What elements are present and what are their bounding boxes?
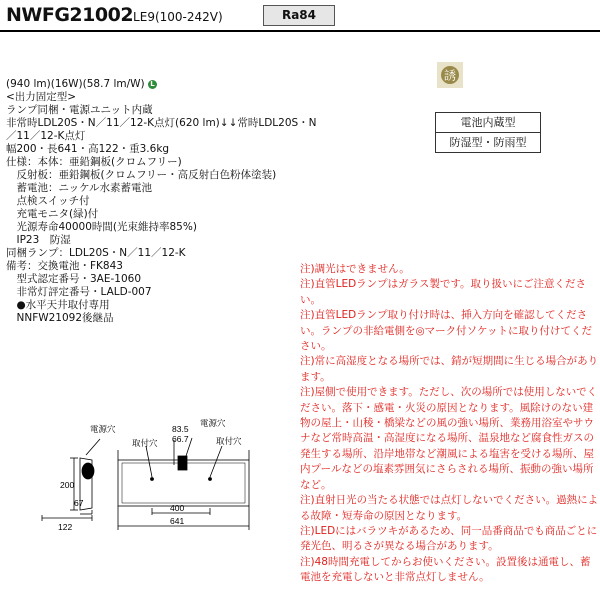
label-power-hole-left: 電源穴	[90, 424, 116, 434]
spec-line: ／11／12-K点灯	[6, 130, 86, 142]
spec-line: 反射板：亜鉛鋼板(クロムフリー・高反射白色粉体塗装)	[6, 169, 277, 181]
spec-line: 型式認定番号・3AE-1060	[6, 273, 142, 285]
badge-waterproof: 防湿型・防雨型	[436, 132, 540, 152]
power-hole-block	[178, 456, 187, 470]
dim-67: 67	[74, 498, 84, 508]
spec-line: 幅200・長641・高122・重3.6kg	[6, 143, 170, 155]
dim-83-5: 83.5	[172, 424, 189, 434]
guidance-light-icon	[437, 62, 463, 88]
spec-line: 同梱ランプ：LDL20S・N／11／12-K	[6, 247, 186, 259]
spec-line: 非常灯評定番号・LALD-007	[6, 286, 152, 298]
note-item: 注)LEDにはバラツキがあるため、同一品番商品でも商品ごとに発光色、明るさが異なる場合があります。	[300, 524, 598, 553]
model-suffix: LE9(100-242V)	[133, 10, 223, 24]
feature-badge	[435, 112, 541, 153]
side-view-knob	[82, 463, 94, 479]
spec-line: <出力固定型>	[6, 91, 77, 103]
efficiency-mark-icon: L	[148, 80, 157, 89]
dim-122: 122	[58, 522, 73, 532]
spec-line: 蓄電池：ニッケル水素蓄電池	[6, 182, 153, 194]
guidance-light-label: 誘	[443, 68, 457, 83]
spec-line: 点検スイッチ付	[6, 195, 90, 207]
header-rule	[0, 30, 600, 32]
performance-text: (940 lm)(16W)(58.7 lm/W)	[6, 78, 145, 90]
note-item: 注)48時間充電してからお使いください。設置後は通電し、蓄電池を充電しないと非常点灯しません。	[300, 555, 591, 584]
note-item: 注)直管LEDランプ取り付け時は、挿入方向を確認してください。ランプの非給電側を◎マーク付ソケットに取り付けてください。	[300, 309, 593, 353]
notes-block	[300, 262, 600, 586]
dim-66-7: 66.7	[172, 434, 189, 444]
spec-performance	[6, 78, 157, 91]
note-item: 注)直射日光の当たる状態では点灯しないでください。過熱による故障・短寿命の原因となります。	[300, 494, 599, 522]
badge-battery: 電池内蔵型	[460, 116, 516, 129]
dimension-drawing	[0, 410, 300, 540]
model-number	[6, 4, 223, 26]
dim-400: 400	[170, 503, 185, 513]
note-item: 注)常に高湿度となる場所では、錆が短期間に生じる場合があります。	[300, 355, 599, 383]
spec-line: IP23 防湿	[6, 234, 71, 246]
spec-line: 光源寿命40000時間(光束維持率85%)	[6, 221, 197, 233]
label-power-hole-top: 電源穴	[200, 418, 226, 428]
spec-line: NNFW21092後継品	[6, 312, 114, 324]
dim-200: 200	[60, 480, 75, 490]
spec-line: 非常時LDL20S・N／11／12-K点灯(620 lm)↓↓常時LDL20S・N	[6, 117, 317, 129]
label-mount-hole-right: 取付穴	[216, 436, 242, 446]
model-code: NWFG21002	[6, 4, 134, 26]
spec-line: 充電モニタ(緑)付	[6, 208, 99, 220]
spec-line: ランプ同梱・電源ユニット内蔵	[6, 104, 153, 116]
spec-line: 備考：交換電池・FK843	[6, 260, 123, 272]
spec-line: 仕様：本体：亜鉛鋼板(クロムフリー)	[6, 156, 182, 168]
note-item: 注)屋側で使用できます。ただし、次の場所では使用しないでください。落下・感電・火災の原因となります。風除けのない建物の屋上・山稜・橋梁などの風の強い場所、業務用浴室やサウナなど常時高温・高湿度になる場所、温泉地など腐食性ガスの発生する場所、沿岸地帯など潮風による塩害を受ける場所、屋内プールなどの塩素雰囲気にさらされる場所、振動の強い場所など。	[300, 386, 598, 491]
note-item: 注)調光はできません。	[300, 263, 410, 275]
dim-641: 641	[170, 516, 185, 526]
spec-line: ●水平天井取付専用	[6, 299, 110, 311]
ra-badge: Ra84	[263, 5, 335, 26]
label-mount-hole-left: 取付穴	[132, 438, 158, 448]
note-item: 注)直管LEDランプはガラス製です。取り扱いにご注意ください。	[300, 278, 587, 306]
